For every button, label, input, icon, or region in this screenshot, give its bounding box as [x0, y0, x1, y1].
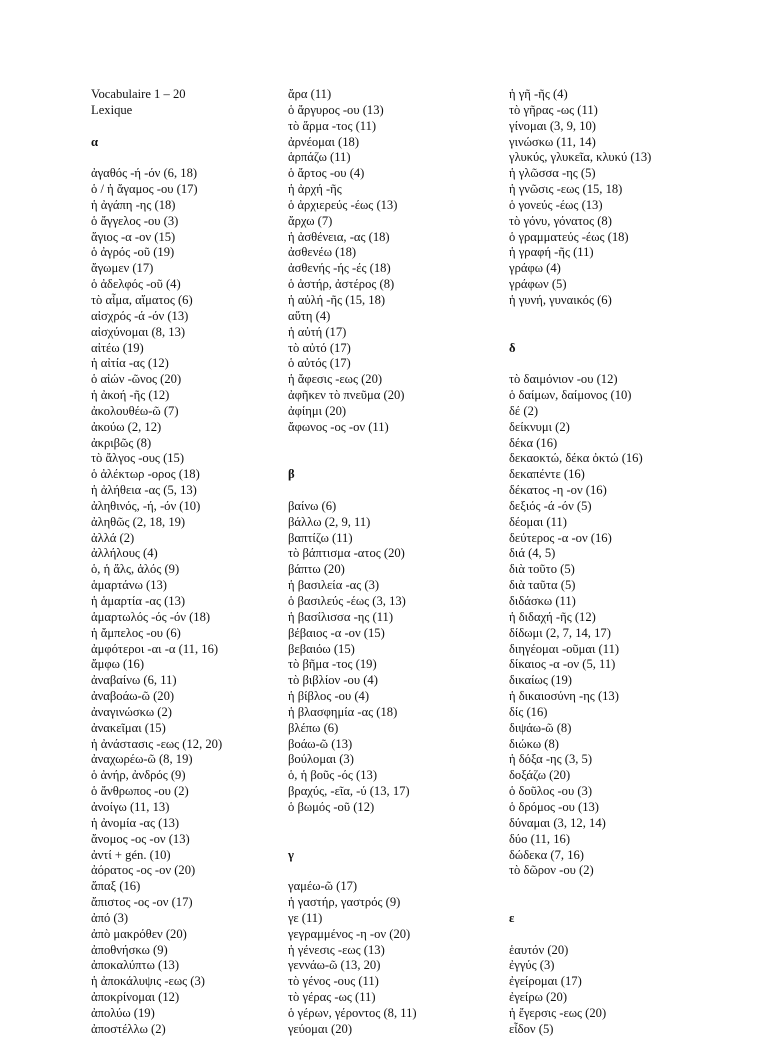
vocab-entry: ἀνακεῖμαι (15) — [91, 720, 166, 735]
vocab-entry: δίκαιος -α -ον (5, 11) — [509, 657, 616, 672]
section-heading: δ — [509, 340, 516, 355]
vocab-entry: γεννάω-ῶ (13, 20) — [288, 958, 381, 973]
glossary-column-2 — [288, 87, 508, 1038]
vocab-entry: ἀκολουθέω-ῶ (7) — [91, 403, 179, 418]
vocab-entry: ἀόρατος -ος -ον (20) — [91, 863, 196, 878]
vocab-entry: εἶδον (5) — [509, 1021, 554, 1036]
vocab-entry: ἡ ἀγάπη -ης (18) — [91, 197, 176, 212]
page-title: Vocabulaire 1 – 20 — [91, 87, 186, 101]
vocab-entry: ἀφῆκεν τὸ πνεῦμα (20) — [288, 388, 405, 403]
vocab-entry: τὸ γόνυ, γόνατος (8) — [509, 213, 612, 228]
vocab-entry: ἡ αἰτία -ας (12) — [91, 356, 169, 371]
vocab-entry: γεύομαι (20) — [288, 1021, 353, 1036]
vocab-entry: γράφω (4) — [509, 261, 561, 276]
vocab-entry: ἑαυτόν (20) — [509, 942, 569, 957]
vocab-entry: ὁ αὐτός (17) — [288, 356, 351, 371]
vocab-entry: διὰ τοῦτο (5) — [509, 562, 575, 577]
vocab-entry: τὸ γῆρας -ως (11) — [509, 102, 598, 117]
vocab-entry: ἀναβοάω-ῶ (20) — [91, 689, 175, 704]
vocab-entry: γράφων (5) — [509, 277, 567, 292]
vocab-entry: ἡ γυνή, γυναικός (6) — [509, 292, 612, 307]
vocab-entry: βαίνω (6) — [288, 498, 337, 513]
vocab-entry: ἅπαξ (16) — [91, 879, 141, 894]
vocab-entry: γε (11) — [288, 910, 323, 925]
vocab-entry: ὁ δρόμος -ου (13) — [509, 799, 600, 814]
vocab-entry: ἄρχω (7) — [288, 213, 333, 228]
vocab-entry: ὁ / ἡ ἄγαμος -ου (17) — [91, 182, 198, 197]
vocab-entry: διά (4, 5) — [509, 546, 556, 561]
vocab-entry: ἡ αὐλή -ῆς (15, 18) — [288, 292, 386, 307]
vocab-entry: τὸ γέρας -ως (11) — [288, 990, 376, 1005]
vocab-entry: βάπτω (20) — [288, 562, 345, 577]
vocab-entry: ἡ ἄμπελος -ου (6) — [91, 625, 181, 640]
vocab-entry: δεξιός -ά -όν (5) — [509, 498, 592, 513]
vocab-entry: ὁ ἀδελφός -οῦ (4) — [91, 277, 181, 292]
vocab-entry: ὁ ἀστήρ, ἀστέρος (8) — [288, 277, 395, 292]
section-heading: β — [288, 467, 295, 482]
vocab-entry: ὁ αἰών -ῶνος (20) — [91, 372, 182, 387]
vocab-entry: ἀναβαίνω (6, 11) — [91, 673, 177, 688]
glossary-column-1 — [91, 87, 291, 1038]
vocab-entry: βλέπω (6) — [288, 720, 339, 735]
vocab-entry: ἀναχωρέω-ῶ (8, 19) — [91, 752, 193, 767]
vocab-entry: ἀφίημι (20) — [288, 403, 347, 418]
vocab-entry: αὕτη (4) — [288, 308, 331, 323]
vocab-entry: ὁ ἀλέκτωρ -ορος (18) — [91, 467, 200, 482]
vocab-entry: ἀγαθός -ή -όν (6, 18) — [91, 166, 198, 181]
vocab-entry: ὁ ἀνήρ, ἀνδρός (9) — [91, 768, 186, 783]
vocab-entry: βέβαιος -α -ον (15) — [288, 625, 385, 640]
vocab-entry: ὁ, ἡ βοῦς -ός (13) — [288, 768, 378, 783]
vocab-entry: ἀνοίγω (11, 13) — [91, 799, 170, 814]
vocab-entry: τὸ βιβλίον -ου (4) — [288, 673, 378, 688]
vocab-entry: ἁμαρτάνω (13) — [91, 578, 168, 593]
vocab-entry: δίς (16) — [509, 704, 548, 719]
glossary-column-3 — [509, 87, 759, 1038]
vocab-entry: ἀπὸ μακρόθεν (20) — [91, 926, 187, 941]
vocab-entry: τὸ αὐτό (17) — [288, 340, 351, 355]
vocab-entry: ἡ βίβλος -ου (4) — [288, 689, 370, 704]
vocab-entry: αἰτέω (19) — [91, 340, 144, 355]
vocab-entry: ἅγιος -α -ον (15) — [91, 229, 176, 244]
vocab-entry: δεκαοκτώ, δέκα ὀκτώ (16) — [509, 451, 643, 466]
vocab-entry: ὁ, ἡ ἅλς, ἁλός (9) — [91, 562, 180, 577]
vocab-entry: ἐγείρω (20) — [509, 990, 568, 1005]
vocab-entry: αἰσχύνομαι (8, 13) — [91, 324, 186, 339]
vocab-entry: ἀποθνήσκω (9) — [91, 942, 168, 957]
vocab-entry: ὁ ἀρχιερεύς -έως (13) — [288, 197, 398, 212]
vocab-entry: δώδεκα (7, 16) — [509, 847, 585, 862]
vocab-entry: γεγραμμένος -η -ον (20) — [288, 926, 411, 941]
vocab-entry: ὁ ἄργυρος -ου (13) — [288, 102, 384, 117]
vocab-entry: διηγέομαι -οῦμαι (11) — [509, 641, 620, 656]
vocab-entry: δέ (2) — [509, 403, 539, 418]
vocab-entry: ἄνομος -ος -ον (13) — [91, 831, 190, 846]
vocab-entry: δέκα (16) — [509, 435, 558, 450]
vocab-entry: ἀκούω (2, 12) — [91, 419, 162, 434]
vocab-entry: ἀσθενής -ής -ές (18) — [288, 261, 391, 276]
vocab-entry: γλυκύς, γλυκεῖα, κλυκύ (13) — [509, 150, 652, 165]
vocab-entry: ἡ αὐτή (17) — [288, 324, 347, 339]
vocab-entry: ἡ ἀρχή -ῆς — [288, 182, 342, 197]
vocab-entry: ἡ γῆ -ῆς (4) — [509, 87, 568, 101]
vocab-entry: ἀληθῶς (2, 18, 19) — [91, 514, 186, 529]
vocab-entry: ἁρπάζω (11) — [288, 150, 351, 165]
section-heading: ε — [509, 910, 515, 925]
vocab-entry: ὁ ἄρτος -ου (4) — [288, 166, 365, 181]
vocab-entry: ἡ δόξα -ης (3, 5) — [509, 752, 593, 767]
vocab-entry: τὸ αἷμα, αἵματος (6) — [91, 292, 193, 307]
vocab-entry: ὁ βασιλεύς -έως (3, 13) — [288, 594, 406, 608]
vocab-entry: ἄρα (11) — [288, 87, 332, 101]
vocab-entry: δεκαπέντε (16) — [509, 467, 585, 482]
vocab-entry: ἡ γνῶσις -εως (15, 18) — [509, 182, 623, 197]
vocab-entry: βεβαιόω (15) — [288, 641, 355, 656]
vocab-entry: ἡ γλῶσσα -ης (5) — [509, 166, 596, 181]
vocab-entry: ἀκριβῶς (8) — [91, 435, 152, 450]
vocab-entry: ἄπιστος -ος -ον (17) — [91, 895, 193, 910]
vocab-entry: ὁ δοῦλος -ου (3) — [509, 784, 593, 799]
vocab-entry: ἀποκρίνομαι (12) — [91, 990, 180, 1005]
vocab-entry: ἀναγινώσκω (2) — [91, 704, 172, 719]
vocab-entry: ἡ διδαχή -ῆς (12) — [509, 609, 596, 624]
vocab-entry: τὸ δαιμόνιον -ου (12) — [509, 372, 618, 387]
vocab-entry: δοξάζω (20) — [509, 768, 571, 783]
vocab-entry: ἡ ἔγερσις -εως (20) — [509, 1005, 607, 1020]
vocab-entry: γίνομαι (3, 9, 10) — [509, 118, 597, 133]
vocab-entry: ἡ ἀλήθεια -ας (5, 13) — [91, 483, 197, 498]
vocab-entry: ἐγγύς (3) — [509, 958, 555, 973]
vocab-entry: ἀληθινός, -ή, -όν (10) — [91, 498, 201, 513]
vocab-entry: διψάω-ῶ (8) — [509, 720, 572, 735]
vocab-entry: τὸ βῆμα -τος (19) — [288, 657, 377, 672]
vocab-entry: ἡ ἁμαρτία -ας (13) — [91, 594, 186, 608]
vocab-entry: δέκατος -η -ον (16) — [509, 483, 607, 498]
vocab-entry: ἀλλά (2) — [91, 530, 135, 545]
vocab-entry: ἄφωνος -ος -ον (11) — [288, 419, 389, 434]
vocab-entry: δύο (11, 16) — [509, 831, 571, 846]
vocab-entry: τὸ βάπτισμα -ατος (20) — [288, 546, 405, 561]
vocab-entry: ἡ γένεσις -εως (13) — [288, 942, 385, 957]
vocab-entry: δείκνυμι (2) — [509, 419, 570, 434]
vocab-entry: διώκω (8) — [509, 736, 559, 751]
vocab-entry: βαπτίζω (11) — [288, 530, 353, 545]
vocab-entry: ἀμφότεροι -αι -α (11, 16) — [91, 641, 219, 656]
vocab-entry: ὁ γονεύς -έως (13) — [509, 197, 603, 212]
vocab-entry: ἡ βασίλισσα -ης (11) — [288, 609, 394, 624]
vocab-entry: ἡ ἀκοή -ῆς (12) — [91, 388, 170, 403]
vocab-entry: βούλομαι (3) — [288, 752, 354, 767]
page-subtitle: Lexique — [91, 102, 133, 117]
vocab-entry: ἀποστέλλω (2) — [91, 1021, 166, 1036]
vocab-entry: τὸ ἄλγος -ους (15) — [91, 451, 185, 466]
vocab-entry: τὸ δῶρον -ου (2) — [509, 863, 594, 878]
vocab-entry: βάλλω (2, 9, 11) — [288, 514, 371, 529]
vocab-entry: ἡ ἀσθένεια, -ας (18) — [288, 229, 390, 244]
vocab-entry: ἀσθενέω (18) — [288, 245, 357, 260]
vocab-entry: ἡ ἄφεσις -εως (20) — [288, 372, 383, 387]
vocab-entry: ἄγωμεν (17) — [91, 261, 154, 276]
vocab-entry: ὁ γραμματεύς -έως (18) — [509, 229, 629, 244]
vocab-entry: ἀρνέομαι (18) — [288, 134, 360, 149]
vocab-entry: ἡ βασιλεία -ας (3) — [288, 578, 380, 593]
vocab-entry: ἡ γαστήρ, γαστρός (9) — [288, 895, 401, 910]
vocab-entry: ἡ ἀνομία -ας (13) — [91, 815, 180, 830]
vocab-entry: δίδωμι (2, 7, 14, 17) — [509, 625, 611, 640]
vocab-entry: ἀντί + gén. (10) — [91, 847, 171, 862]
vocab-entry: βραχύς, -εῖα, -ύ (13, 17) — [288, 784, 410, 799]
vocab-entry: ὁ γέρων, γέροντος (8, 11) — [288, 1005, 417, 1020]
vocab-entry: διὰ ταῦτα (5) — [509, 578, 576, 593]
vocab-entry: ὁ βωμός -οῦ (12) — [288, 799, 375, 814]
vocab-entry: γινώσκω (11, 14) — [509, 134, 596, 149]
vocab-entry: δύναμαι (3, 12, 14) — [509, 815, 606, 830]
vocab-entry: ἡ ἀποκάλυψις -εως (3) — [91, 974, 205, 989]
vocab-entry: ἀποκαλύπτω (13) — [91, 958, 180, 973]
section-heading: γ — [288, 847, 294, 862]
vocab-entry: τὸ γένος -ους (11) — [288, 974, 379, 989]
vocab-entry: ὁ ἄγγελος -ου (3) — [91, 213, 179, 228]
vocab-entry: ἀπό (3) — [91, 910, 129, 925]
vocab-entry: δέομαι (11) — [509, 514, 567, 529]
vocab-entry: αἰσχρός -ά -όν (13) — [91, 308, 189, 323]
vocab-entry: ἀπολύω (19) — [91, 1005, 155, 1020]
vocab-entry: βοάω-ῶ (13) — [288, 736, 353, 751]
vocab-entry: ἐγείρομαι (17) — [509, 974, 582, 989]
vocab-entry: ὁ δαίμων, δαίμονος (10) — [509, 388, 632, 403]
vocab-entry: διδάσκω (11) — [509, 594, 576, 608]
vocab-entry: τὸ ἅρμα -τος (11) — [288, 118, 377, 133]
vocab-entry: ἡ δικαιοσύνη -ης (13) — [509, 689, 619, 704]
vocab-entry: ἡ γραφή -ῆς (11) — [509, 245, 594, 260]
vocab-entry: γαμέω-ῶ (17) — [288, 879, 358, 894]
vocab-entry: ἀλλήλους (4) — [91, 546, 158, 561]
section-heading: α — [91, 134, 99, 149]
vocab-entry: ἡ βλασφημία -ας (18) — [288, 704, 398, 719]
vocab-entry: δικαίως (19) — [509, 673, 572, 688]
vocab-entry: ἁμαρτωλός -ός -όν (18) — [91, 609, 211, 624]
vocab-entry: ἄμφω (16) — [91, 657, 145, 672]
vocab-entry: ὁ ἄνθρωπος -ου (2) — [91, 784, 189, 799]
vocab-entry: ὁ ἀγρός -οῦ (19) — [91, 245, 175, 260]
vocab-entry: ἡ ἀνάστασις -εως (12, 20) — [91, 736, 223, 751]
vocab-entry: δεύτερος -α -ον (16) — [509, 530, 612, 545]
